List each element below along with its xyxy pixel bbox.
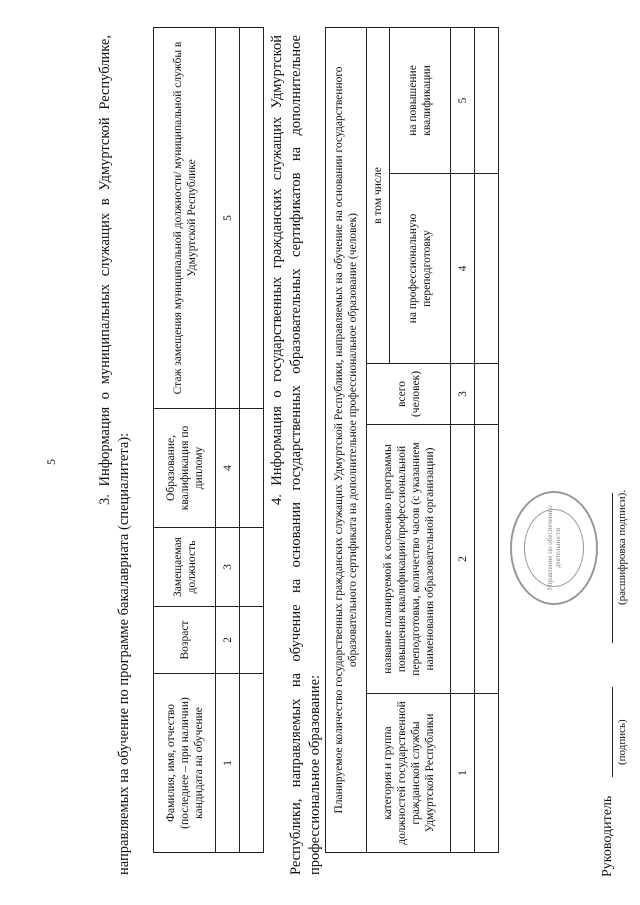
col-advanced-training: на повышение квалификации — [390, 28, 451, 174]
col-education: Образование, квалификация по диплому — [154, 409, 216, 528]
table-cell[interactable] — [475, 28, 499, 174]
signature-caption: (подпись) — [616, 719, 628, 765]
table-cell[interactable] — [475, 173, 499, 363]
col-full-name: Фамилия, имя, отчество (последнее – при наличии) кандидата на обучение — [154, 674, 216, 853]
state-servants-table — [325, 27, 499, 853]
column-number-row — [216, 28, 240, 853]
table-cell[interactable] — [240, 674, 264, 853]
col-number: 3 — [451, 364, 475, 425]
col-number: 5 — [216, 28, 240, 409]
column-number-row — [451, 28, 475, 853]
col-program: название планируемой к освоению программы повышения квалификации/профессиональной переподготовки, количество часов (с указанием наименования образовательной организации) — [367, 425, 451, 694]
signature-line — [612, 687, 613, 777]
table-header-row — [367, 28, 390, 853]
table-cell[interactable] — [240, 28, 264, 409]
decoding-caption: (расшифровка подписи). — [616, 489, 628, 605]
municipal-servants-table — [153, 27, 264, 853]
decoding-line — [612, 493, 613, 643]
col-number: 2 — [451, 425, 475, 694]
col-number: 1 — [216, 674, 240, 853]
table-header-row — [154, 28, 216, 853]
table-row — [475, 28, 499, 853]
table-row — [240, 28, 264, 853]
col-age: Возраст — [154, 607, 216, 674]
col-including: в том числе — [367, 28, 390, 364]
col-number: 4 — [451, 173, 475, 363]
col-number: 1 — [451, 694, 475, 853]
col-number: 2 — [216, 607, 240, 674]
table-cell[interactable] — [475, 364, 499, 425]
col-category: категория и группа должностей государственной гражданской службы Удмуртской Республики — [367, 694, 451, 853]
table-cell[interactable] — [475, 694, 499, 853]
page-number: 5 — [44, 459, 58, 465]
col-number: 5 — [451, 28, 475, 174]
table-cell[interactable] — [475, 425, 499, 694]
section-4-heading: 4. Информация о государственных гражданских служащих Удмуртской Республики, направляемых на обучение на основании государственных образовательных сертификатов на дополнительное профессиональное образование: — [269, 35, 323, 875]
section-3-heading: 3. Информация о муниципальных служащих в Удмуртской Республике, направляемых на обучение по программе бакалавриата (специалитета): — [97, 35, 132, 875]
table-header-row — [326, 28, 367, 853]
col-number: 4 — [216, 409, 240, 528]
col-experience: Стаж замещения муниципальной должности/ муниципальной службы в Удмуртской Республике — [154, 28, 216, 409]
seal-text: Управление по обеспечению деятельности — [546, 505, 562, 591]
table-cell[interactable] — [240, 528, 264, 607]
col-number: 3 — [216, 528, 240, 607]
table-cell[interactable] — [240, 409, 264, 528]
planned-quantity-header: Планируемое количество государственных гражданских служащих Удмуртской Республики, направляемых на обучение на основании государственного образовательного сертификата на дополнительное профессиональное образование (человек) — [326, 28, 367, 853]
head-label: Руководитель — [600, 795, 615, 877]
table-cell[interactable] — [240, 607, 264, 674]
col-position: Замещаемая должность — [154, 528, 216, 607]
official-seal — [510, 491, 598, 605]
col-total: всего (человек) — [367, 364, 451, 425]
col-retraining: на профессиональную переподготовку — [390, 173, 451, 363]
